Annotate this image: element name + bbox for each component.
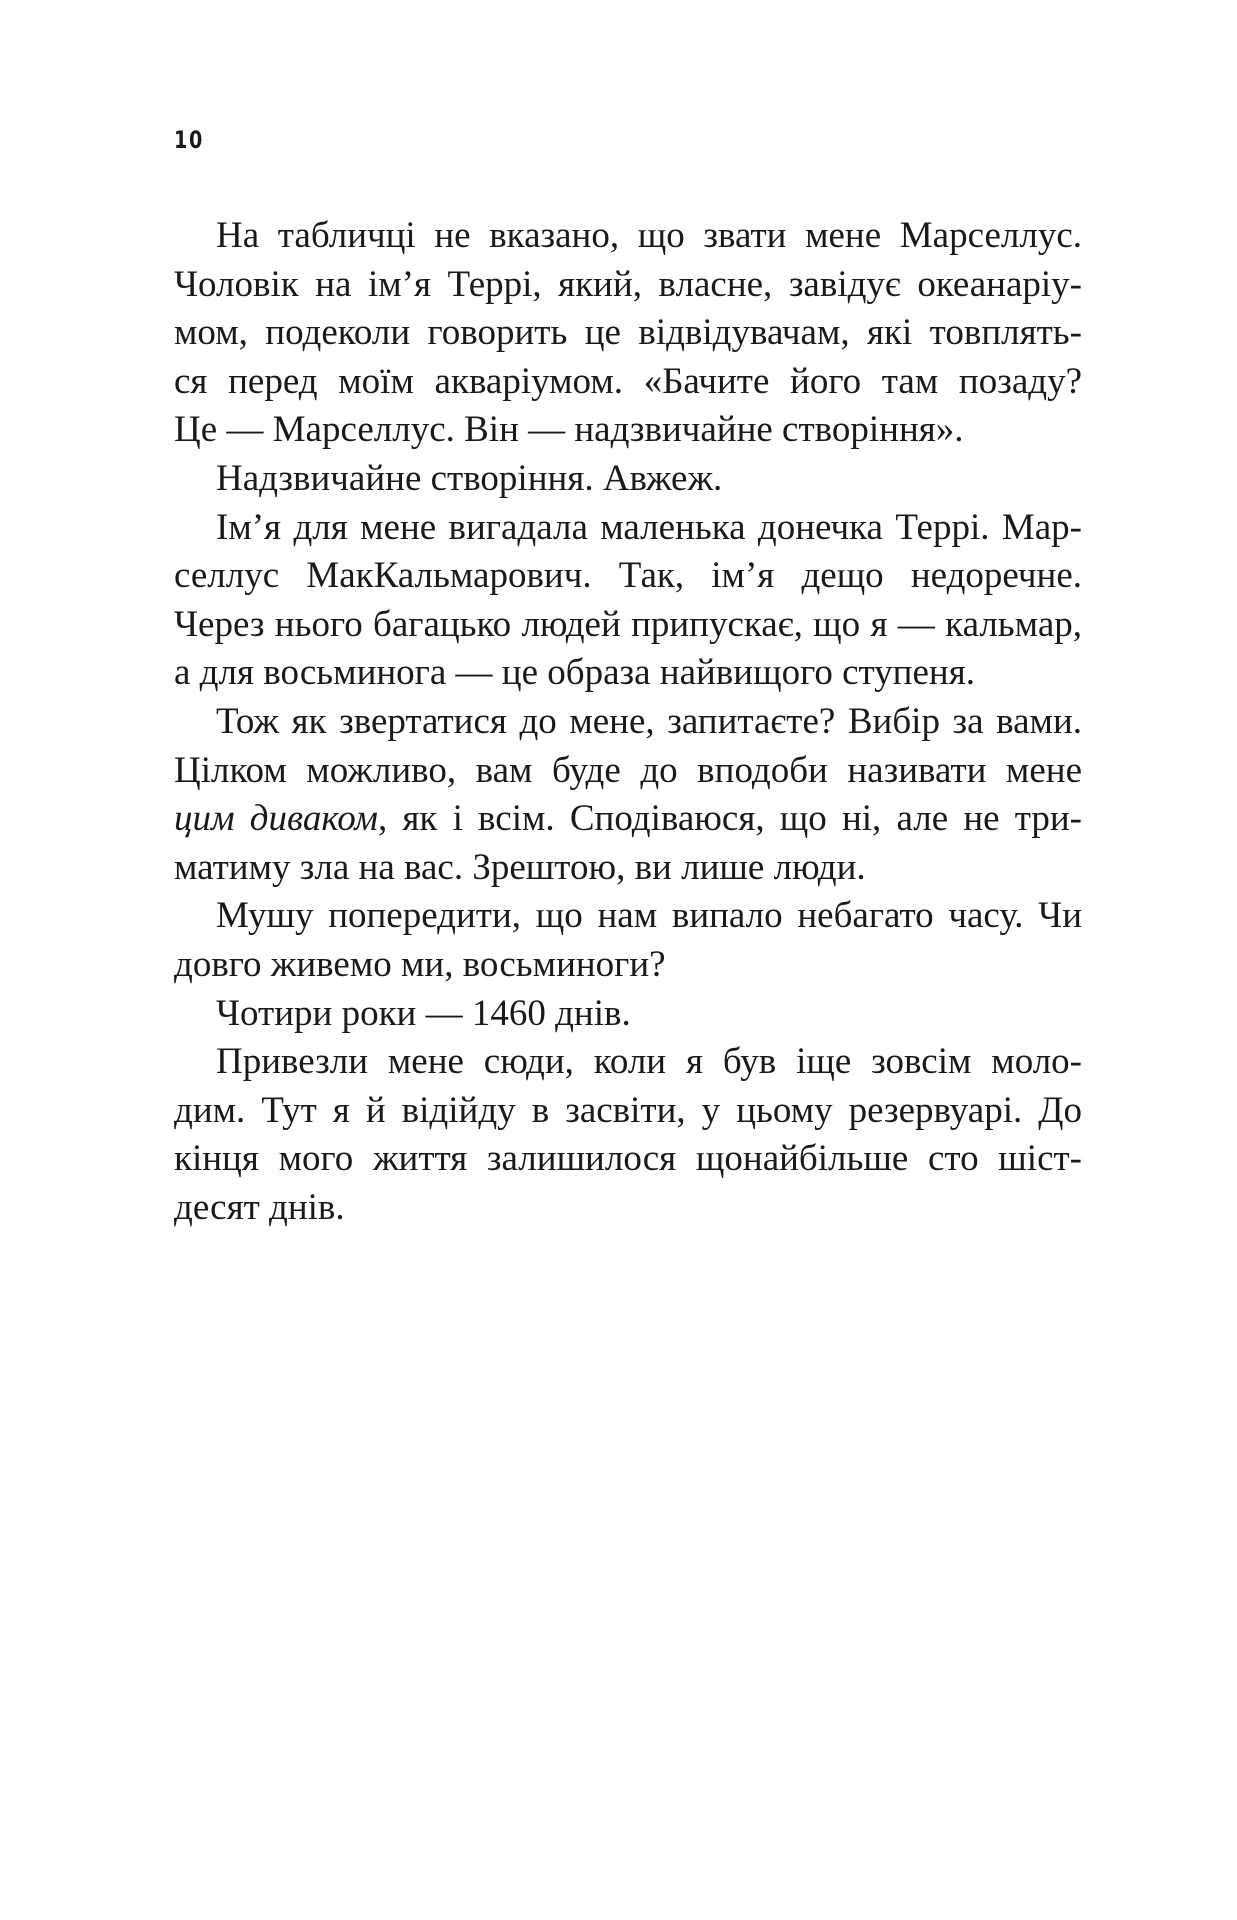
text-line: На табличці не вказано, що звати мене Марселлус.: [216, 215, 1082, 256]
text-line: матиму зла на вас. Зрештою, ви лише люди.: [174, 846, 866, 888]
text-line: кінця мого життя залишилося щонайбільше сто шіст-: [174, 1138, 1082, 1180]
text-line: мом, подеколи говорить це відвідувачам, які товплять-: [174, 312, 1082, 354]
text-line-with-emphasis: [174, 795, 1082, 844]
text-line: Чоловік на ім’я Террі, який, власне, завідує океанаріу-: [174, 263, 1082, 305]
page-number: 10: [174, 126, 204, 154]
text-line: Через нього багацько людей припускає, що я — кальмар,: [174, 603, 1082, 645]
text-line: десят днів.: [174, 1186, 345, 1228]
text-line: Привезли мене сюди, коли я був іще зовсім моло-: [216, 1041, 1082, 1083]
text-line: селлус МакКальмарович. Так, ім’я дещо недоречне.: [174, 555, 1082, 597]
text-line: Мушу попередити, що нам випало небагато часу. Чи: [216, 895, 1082, 937]
text-fragment: , як і всім. Сподіваюся, що ні, але не три-: [377, 798, 1082, 840]
text-line: довго живемо ми, восьминоги?: [174, 943, 666, 985]
text-line: дим. Тут я й відійду в засвіти, у цьому резервуарі. До: [174, 1089, 1082, 1131]
text-line: ся перед моїм акваріумом. «Бачите його там позаду?: [174, 360, 1082, 402]
text-line: Тож як звертатися до мене, запитаєте? Вибір за вами.: [216, 700, 1082, 742]
text-line: Цілком можливо, вам буде до вподоби називати мене: [174, 749, 1082, 791]
text-line: Чотири роки — 1460 днів.: [216, 992, 631, 1034]
text-line: а для восьминога — це образа найвищого ступеня.: [174, 652, 975, 694]
body-text: [174, 212, 1082, 1232]
emphasis-text: цим диваком: [174, 798, 378, 840]
text-line: Надзвичайне створіння. Авжеж.: [216, 457, 723, 499]
text-line: Це — Марселлус. Він — надзвичайне створіння».: [174, 409, 964, 451]
text-line: Ім’я для мене вигадала маленька донечка Террі. Мар-: [216, 506, 1082, 548]
